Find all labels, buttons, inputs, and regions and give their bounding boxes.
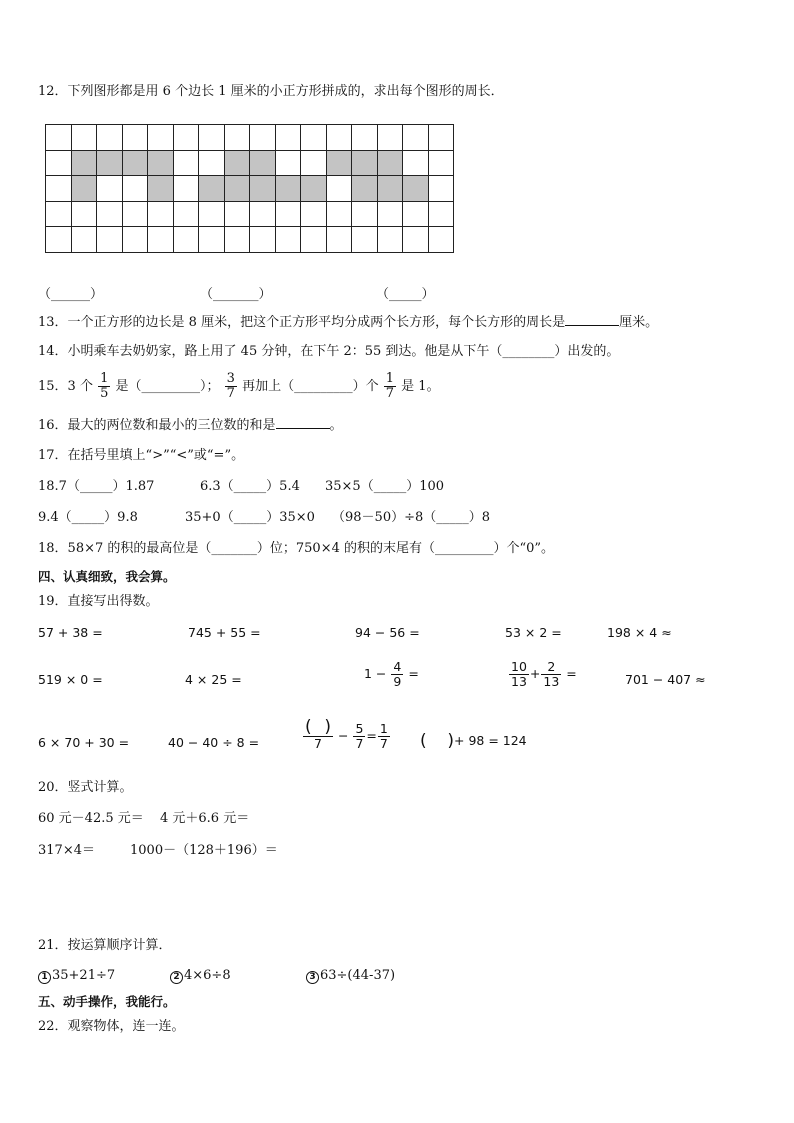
- grid-cell: [403, 201, 429, 227]
- grid-cell: [275, 201, 301, 227]
- grid-row: [46, 227, 454, 253]
- grid-cell-shaded: [301, 176, 327, 202]
- grid-cell-shaded: [326, 150, 352, 176]
- answer-blank-paren[interactable]: [420, 733, 454, 748]
- grid-cell: [301, 150, 327, 176]
- grid-cell: [301, 125, 327, 151]
- circled-number-2: 2: [170, 971, 183, 984]
- q19-r3-4: ( ) + 98 = 124: [420, 733, 527, 748]
- answer-blank-figure-2[interactable]: （_______）: [200, 287, 272, 302]
- grid-cell-shaded: [224, 176, 250, 202]
- question-12: 12．下列图形都是用 6 个边长 1 厘米的小正方形拼成的，求出每个图形的周长．: [38, 84, 504, 99]
- grid-cell: [46, 150, 72, 176]
- q17-row-2-item-1[interactable]: 9.4（_____）9.8: [38, 510, 138, 525]
- grid-cell: [46, 227, 72, 253]
- grid-cell-shaded: [71, 150, 97, 176]
- q19-r2-2: 4 × 25 =: [185, 672, 242, 687]
- question-18: 18．58×7 的积的最高位是（_______）位；750×4 的积的末尾有（_________）个“0”。: [38, 541, 555, 556]
- q19-r2-4: $\frac{10}{13}$ + $\frac{2}{13}$ =: [511, 659, 577, 689]
- section-5-heading: 五、动手操作，我能行。: [38, 994, 176, 1009]
- grid-row: [46, 150, 454, 176]
- grid-cell: [403, 125, 429, 151]
- grid-cell: [173, 125, 199, 151]
- grid-cell: [301, 201, 327, 227]
- grid-cell-shaded: [377, 176, 403, 202]
- question-17: 17．在括号里填上“>”“<”或“=”。: [38, 448, 245, 463]
- grid-cell-shaded: [97, 150, 123, 176]
- question-14: 14．小明乘车去奶奶家，路上用了 45 分钟，在下午 2：55 到达。他是从下午（________）出发的。: [38, 344, 620, 359]
- numerator-blank[interactable]: [305, 722, 331, 736]
- grid-cell: [97, 176, 123, 202]
- q19-r3-2: 40 − 40 ÷ 8 =: [168, 735, 260, 750]
- grid-cell-shaded: [199, 176, 225, 202]
- fraction-1-7: $\frac{1}{7}$: [385, 371, 395, 401]
- q19-r2-3: 1 − $\frac{4}{9}$ =: [364, 659, 419, 689]
- grid-cell: [46, 176, 72, 202]
- question-20: 20．竖式计算。: [38, 780, 133, 795]
- grid-row: [46, 176, 454, 202]
- q19-r2-5: 701 − 407 ≈: [625, 672, 706, 687]
- q19-r3-1: 6 × 70 + 30 =: [38, 735, 130, 750]
- grid-cell: [199, 150, 225, 176]
- grid-cell: [199, 201, 225, 227]
- grid-cell: [97, 201, 123, 227]
- grid-cell: [173, 176, 199, 202]
- grid-cell: [301, 227, 327, 253]
- grid-cell: [326, 176, 352, 202]
- fraction-1-5: $\frac{1}{5}$: [100, 371, 109, 401]
- question-16: [38, 416, 343, 434]
- grid-cell: [224, 125, 250, 151]
- fraction-3-7: $\frac{3}{7}$: [226, 371, 235, 401]
- grid-cell: [46, 125, 72, 151]
- q16-end: 。: [329, 418, 343, 433]
- grid-row: [46, 201, 454, 227]
- grid-cell: [122, 176, 148, 202]
- grid-cell: [403, 227, 429, 253]
- grid-cell: [224, 201, 250, 227]
- q20-r2-2: 1000－（128＋196）＝: [130, 843, 278, 858]
- grid-cell: [173, 201, 199, 227]
- q19-r3-3: ( ) 7 − $\frac{5}{7}$ = $\frac{1}{7}$: [302, 722, 391, 751]
- grid-cell: [173, 150, 199, 176]
- grid-cell: [148, 125, 174, 151]
- question-13: [38, 313, 658, 331]
- grid-cell: [250, 201, 276, 227]
- grid-cell: [71, 125, 97, 151]
- grid-cell: [352, 227, 378, 253]
- grid-cell-shaded: [377, 150, 403, 176]
- grid-cell-shaded: [250, 150, 276, 176]
- grid-cell: [97, 227, 123, 253]
- grid-cell-shaded: [148, 176, 174, 202]
- question-16-text: 16．最大的两位数和最小的三位数的和是: [38, 418, 276, 433]
- fraction-1-7-answer: $\frac{1}{7}$: [379, 721, 388, 751]
- question-21: 21．按运算顺序计算．: [38, 938, 172, 953]
- answer-blank-16[interactable]: [276, 416, 330, 429]
- question-22: 22．观察物体，连一连。: [38, 1019, 185, 1034]
- grid-cell: [326, 227, 352, 253]
- grid-cell: [46, 201, 72, 227]
- grid-cell-shaded: [122, 150, 148, 176]
- grid-cell: [250, 125, 276, 151]
- grid-table: [45, 124, 454, 253]
- question-19: 19．直接写出得数。: [38, 594, 159, 609]
- q17-row-1-item-2[interactable]: 6.3（_____）5.4: [200, 479, 300, 494]
- grid-cell: [352, 125, 378, 151]
- answer-blank-figure-3[interactable]: （_____）: [376, 287, 435, 302]
- q21-item-1: 1 35+21÷7: [38, 968, 115, 984]
- grid-cell-shaded: [403, 176, 429, 202]
- grid-cell: [224, 227, 250, 253]
- q19-r1-1: 57 + 38 =: [38, 625, 103, 640]
- q15-blank-2[interactable]: 再加上（_________）个: [242, 379, 379, 394]
- grid-cell: [122, 227, 148, 253]
- q15-suffix: 是 1。: [401, 379, 440, 394]
- answer-blank-13[interactable]: [565, 313, 619, 326]
- grid-cell-shaded: [250, 176, 276, 202]
- grid-cell-shaded: [275, 176, 301, 202]
- q19-r1-5: 198 × 4 ≈: [607, 625, 672, 640]
- grid-cell: [403, 150, 429, 176]
- circled-number-1: 1: [38, 971, 51, 984]
- grid-cell: [428, 227, 454, 253]
- grid-cell: [377, 201, 403, 227]
- grid-cell-shaded: [352, 176, 378, 202]
- grid-cell: [428, 150, 454, 176]
- grid-cell: [377, 125, 403, 151]
- q20-r1-1: 60 元－42.5 元＝: [38, 811, 144, 826]
- question-13-unit: 厘米。: [619, 315, 659, 330]
- grid-cell: [326, 125, 352, 151]
- grid-cell: [122, 125, 148, 151]
- question-13-text: 13．一个正方形的边长是 8 厘米，把这个正方形平均分成两个长方形，每个长方形的周长是: [38, 315, 566, 330]
- grid-cell: [275, 125, 301, 151]
- grid-cell-shaded: [224, 150, 250, 176]
- grid-cell: [428, 201, 454, 227]
- grid-cell: [250, 227, 276, 253]
- grid-cell: [148, 201, 174, 227]
- q19-r1-3: 94 − 56 =: [355, 625, 420, 640]
- q15-prefix: 15．3 个: [38, 379, 93, 394]
- fraction-2-13: $\frac{2}{13}$: [543, 659, 560, 689]
- grid-cell: [71, 201, 97, 227]
- grid-cell: [122, 201, 148, 227]
- fraction-4-9: $\frac{4}{9}$: [393, 659, 402, 689]
- q19-r1-2: 745 + 55 =: [188, 625, 261, 640]
- grid-cell: [326, 201, 352, 227]
- grid-cell: [97, 125, 123, 151]
- grid-cell-shaded: [352, 150, 378, 176]
- q20-r2-1: 317×4＝: [38, 843, 95, 858]
- grid-cell: [71, 227, 97, 253]
- q19-r1-4: 53 × 2 =: [505, 625, 562, 640]
- fraction-blank-7[interactable]: ( ) 7: [303, 722, 333, 751]
- q20-r1-2: 4 元＋6.6 元＝: [160, 811, 250, 826]
- grid-cell: [352, 201, 378, 227]
- answer-blank-figure-1[interactable]: （______）: [38, 287, 104, 302]
- fraction-5-7: $\frac{5}{7}$: [355, 721, 364, 751]
- q17-row-1-item-3[interactable]: 35×5（_____）100: [325, 479, 445, 494]
- q19-r2-1: 519 × 0 =: [38, 672, 103, 687]
- grid-cell: [148, 227, 174, 253]
- fraction-10-13: $\frac{10}{13}$: [511, 659, 527, 689]
- q17-row-2-item-2[interactable]: 35+0（_____）35×0: [185, 510, 315, 525]
- circled-number-3: 3: [306, 971, 319, 984]
- grid-cell: [428, 125, 454, 151]
- grid-row: [46, 125, 454, 151]
- grid-cell: [377, 227, 403, 253]
- grid-cell: [275, 227, 301, 253]
- grid-cell: [199, 227, 225, 253]
- grid-cell-shaded: [148, 150, 174, 176]
- q17-row-1-item-1[interactable]: 18.7（_____）1.87: [38, 479, 155, 494]
- grid-cell: [173, 227, 199, 253]
- square-grid-figure: [45, 124, 454, 253]
- q21-item-3: 3 63÷(44-37): [306, 968, 395, 984]
- q21-item-2: 2 4×6÷8: [170, 968, 231, 984]
- q17-row-2-item-3[interactable]: （98－50）÷8（_____）8: [332, 510, 491, 525]
- grid-cell: [428, 176, 454, 202]
- section-4-heading: 四、认真细致，我会算。: [38, 569, 176, 584]
- question-15: [38, 372, 440, 402]
- grid-cell: [199, 125, 225, 151]
- q15-blank-1[interactable]: 是（_________）；: [115, 379, 220, 394]
- grid-cell-shaded: [71, 176, 97, 202]
- grid-cell: [275, 150, 301, 176]
